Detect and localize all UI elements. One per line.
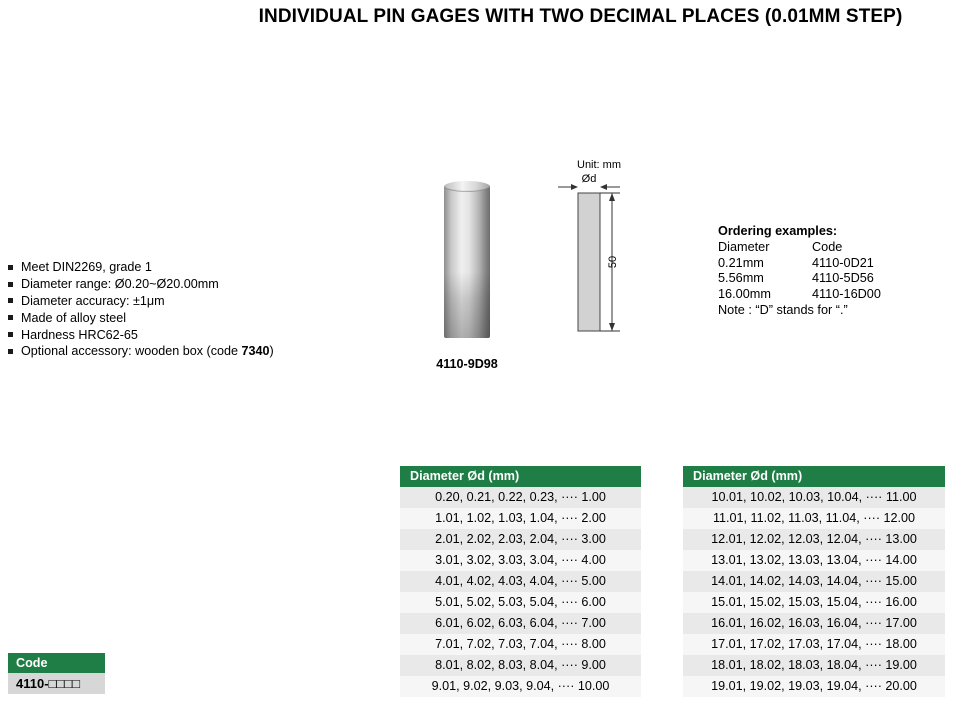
ordering-diameter: 5.56mm	[718, 271, 764, 286]
pin-side-view	[578, 193, 600, 331]
feature-item-accessory	[8, 343, 274, 360]
bullet-square-icon	[8, 282, 13, 287]
bullet-square-icon	[8, 332, 13, 337]
diameter-table-left	[400, 466, 641, 697]
bullet-square-icon	[8, 298, 13, 303]
code-block	[8, 653, 105, 694]
table-row: 16.01, 16.02, 16.03, 16.04, ···· 17.00	[683, 613, 945, 634]
table-body	[400, 487, 641, 697]
ordering-heading: Ordering examples:	[718, 224, 838, 238]
accessory-prefix: Optional accessory: wooden box (code	[21, 344, 242, 359]
feature-text: Diameter accuracy: ±1μm	[21, 293, 165, 308]
dimension-drawing	[556, 172, 656, 340]
ordering-diameter: 16.00mm	[718, 287, 771, 302]
table-row: 6.01, 6.02, 6.03, 6.04, ···· 7.00	[400, 613, 641, 634]
feature-item	[8, 326, 274, 343]
code-block-value: 4110-□□□□	[8, 673, 105, 694]
ordering-examples	[718, 224, 953, 319]
arrow-down-icon	[609, 323, 615, 331]
table-body	[683, 487, 945, 697]
table-header: Diameter Ød (mm)	[683, 466, 945, 487]
table-row: 7.01, 7.02, 7.03, 7.04, ···· 8.00	[400, 634, 641, 655]
table-row: 2.01, 2.02, 2.03, 2.04, ···· 3.00	[400, 529, 641, 550]
feature-item	[8, 259, 274, 276]
arrow-left-icon	[600, 184, 607, 190]
table-row: 13.01, 13.02, 13.03, 13.04, ···· 14.00	[683, 550, 945, 571]
table-row: 11.01, 11.02, 11.03, 11.04, ···· 12.00	[683, 508, 945, 529]
code-block-header: Code	[8, 653, 105, 673]
table-row: 15.01, 15.02, 15.03, 15.04, ···· 16.00	[683, 592, 945, 613]
feature-text: Hardness HRC62-65	[21, 327, 138, 342]
unit-label: Unit: mm	[577, 159, 621, 171]
bullet-square-icon	[8, 315, 13, 320]
feature-item	[8, 293, 274, 310]
pin-gage-photo	[444, 181, 490, 338]
feature-text	[21, 344, 274, 358]
table-row: 4.01, 4.02, 4.03, 4.04, ···· 5.00	[400, 571, 641, 592]
table-row: 5.01, 5.02, 5.03, 5.04, ···· 6.00	[400, 592, 641, 613]
feature-text: Made of alloy steel	[21, 310, 127, 325]
diameter-table-right	[683, 466, 945, 697]
table-row: 19.01, 19.02, 19.03, 19.04, ···· 20.00	[683, 676, 945, 697]
ordering-code: 4110-16D00	[812, 287, 881, 302]
ordering-example-row	[718, 256, 953, 272]
accessory-suffix: )	[269, 344, 274, 359]
dimension-drawing-svg	[556, 172, 656, 340]
feature-list	[8, 259, 274, 360]
arrow-up-icon	[609, 193, 615, 201]
accessory-code: 7340	[241, 344, 270, 359]
table-row: 17.01, 17.02, 17.03, 17.04, ···· 18.00	[683, 634, 945, 655]
feature-text: Meet DIN2269, grade 1	[21, 260, 152, 275]
pin-top-cap	[444, 181, 490, 192]
ordering-example-row	[718, 271, 953, 287]
ordering-diameter: 0.21mm	[718, 255, 764, 270]
ordering-code: 4110-5D56	[812, 271, 874, 286]
feature-item	[8, 276, 274, 293]
table-row: 0.20, 0.21, 0.22, 0.23, ···· 1.00	[400, 487, 641, 508]
table-row: 3.01, 3.02, 3.03, 3.04, ···· 4.00	[400, 550, 641, 571]
ordering-col-diameter: Diameter	[718, 239, 770, 254]
table-row: 18.01, 18.02, 18.03, 18.04, ···· 19.00	[683, 655, 945, 676]
feature-text: Diameter range: Ø0.20~Ø20.00mm	[21, 277, 219, 292]
ordering-example-row	[718, 287, 953, 303]
ordering-code: 4110-0D21	[812, 255, 874, 270]
drawing-length-label: 50	[607, 255, 619, 269]
product-model-label: 4110-9D98	[436, 357, 498, 371]
ordering-column-headers	[718, 240, 953, 256]
table-row: 14.01, 14.02, 14.03, 14.04, ···· 15.00	[683, 571, 945, 592]
pin-shading	[444, 272, 490, 338]
table-row: 10.01, 10.02, 10.03, 10.04, ···· 11.00	[683, 487, 945, 508]
feature-item	[8, 309, 274, 326]
ordering-note: Note : “D” stands for “.”	[718, 302, 848, 317]
drawing-diameter-label: Ød	[581, 173, 597, 185]
table-header: Diameter Ød (mm)	[400, 466, 641, 487]
table-row: 1.01, 1.02, 1.03, 1.04, ···· 2.00	[400, 508, 641, 529]
bullet-square-icon	[8, 265, 13, 270]
page-title: INDIVIDUAL PIN GAGES WITH TWO DECIMAL PLACES (0.01MM STEP)	[258, 6, 903, 27]
bullet-square-icon	[8, 349, 13, 354]
table-row: 8.01, 8.02, 8.03, 8.04, ···· 9.00	[400, 655, 641, 676]
ordering-col-code: Code	[812, 239, 843, 254]
arrow-right-icon	[571, 184, 578, 190]
table-row: 12.01, 12.02, 12.03, 12.04, ···· 13.00	[683, 529, 945, 550]
table-row: 9.01, 9.02, 9.03, 9.04, ···· 10.00	[400, 676, 641, 697]
